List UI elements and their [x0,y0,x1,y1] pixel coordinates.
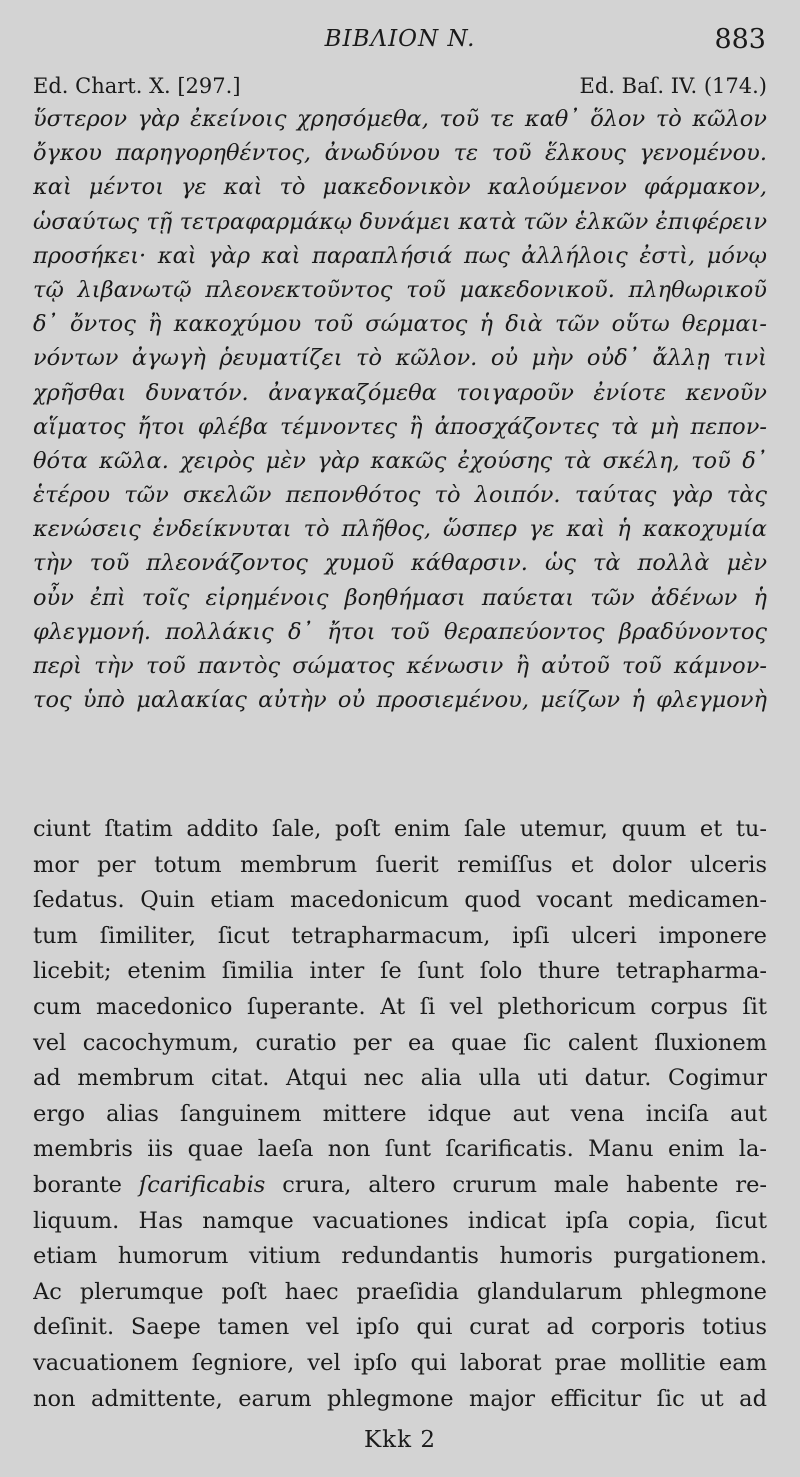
latin-text-block [33,812,767,1417]
greek-text-line: νόντων ἀγωγὴ ῥευματίζει τὸ κῶλον. οὐ μὴν οὐδ᾽ ἄλλῃ τινὶ [33,345,767,372]
latin-text-line: ſedatus. Quin etiam macedonicum quod vocant medicamen- [33,887,767,914]
latin-text-line [33,1168,767,1204]
latin-text-line: etiam humorum vitium redundantis humoris purgationem. [33,1243,767,1270]
printer-signature: Kkk 2 [363,1427,436,1453]
latin-text-line: cum macedonico ſuperante. At ſi vel plethoricum corpus ſit [33,993,767,1020]
greek-text-line: ἑτέρου τῶν σκελῶν πεπονθότος τὸ λοιπόν. ταύτας γὰρ τὰς [33,482,767,509]
greek-text-line: τῷ λιβανωτῷ πλεονεκτοῦντος τοῦ μακεδονικοῦ. πληθωρικοῦ [33,276,767,303]
edition-reference-basel: Ed. Baſ. IV. (174.) [579,74,767,98]
latin-text-line: ad membrum citat. Atqui nec alia ulla uti datur. Cogimur [33,1065,767,1092]
greek-text-line: οὖν ἐπὶ τοῖς εἰρημένοις βοηθήμασι παύεται τῶν ἀδένων ἡ [33,584,767,611]
latin-text-line: vel cacochymum, curatio per ea quae ſic calent ſluxionem [33,1029,767,1056]
greek-text-line: χρῆσθαι δυνατόν. ἀναγκαζόμεθα τοιγαροῦν ἐνίοτε κενοῦν [33,379,767,406]
latin-text-line: ciunt ſtatim addito ſale, poſt enim ſale utemur, quum et tu- [33,816,767,842]
latin-text-line: licebit; etenim ſimilia inter ſe ſunt ſolo thure tetrapharma- [33,958,767,985]
greek-text-line: καὶ μέντοι γε καὶ τὸ μακεδονικὸν καλούμενον φάρμακον, [33,174,767,201]
latin-text-line: liquum. Has namque vacuationes indicat ipſa copia, ſicut [33,1207,767,1234]
latin-text-line: deſinit. Saepe tamen vel ipſo qui curat ad corporis totius [33,1314,767,1341]
latin-text-line: mor per totum membrum ſuerit remiſſus et dolor ulceris [33,851,767,878]
latin-text-line: ergo alias ſanguinem mittere idque aut vena inciſa aut [33,1100,767,1127]
greek-text-line: δ᾽ ὄντος ἢ κακοχύμου τοῦ σώματος ἡ διὰ τῶν οὕτω θερμαι- [33,311,767,338]
latin-text-segment: crura, altero crurum male habente re- [265,1171,767,1198]
greek-text-line: περὶ τὴν τοῦ παντὸς σώματος κένωσιν ἢ αὐτοῦ τοῦ κάμνον- [33,653,767,679]
latin-text-line: tum ſimiliter, ſicut tetrapharmacum, ipſi ulceri imponere [33,922,767,949]
greek-text-line: αἵματος ἤτοι φλέβα τέμνοντες ἢ ἀποσχάζοντες τὰ μὴ πεπον- [33,413,767,440]
greek-text-line: φλεγμονή. πολλάκις δ᾽ ἤτοι τοῦ θεραπεύοντος βραδύνοντος [33,618,767,645]
greek-text-line: ὕστερον γὰρ ἐκείνοις χρησόμεθα, τοῦ τε καθ᾽ ὅλον τὸ κῶλον [33,106,767,132]
latin-text-line: vacuationem ſegniore, vel ipſo qui laborat prae mollitie eam [33,1349,767,1376]
greek-text-line: τὴν τοῦ πλεονάζοντος χυμοῦ κάθαρσιν. ὡς τὰ πολλὰ μὲν [33,550,767,577]
latin-italic-word: ſcarificabis [138,1171,266,1198]
greek-text-line: προσήκει· καὶ γὰρ καὶ παραπλήσιά πως ἀλλήλοις ἐστὶ, μόνῳ [33,242,767,269]
latin-text-segment: borante [33,1171,139,1198]
greek-text-line: ὡσαύτως τῇ τετραφαρμάκῳ δυνάμει κατὰ τῶν ἑλκῶν ἐπιφέρειν [33,208,767,235]
greek-text-line: θότα κῶλα. χειρὸς μὲν γὰρ κακῶς ἐχούσης τὰ σκέλη, τοῦ δ᾽ [33,447,767,474]
greek-text-line: ὄγκου παρηγορηθέντος, ἀνωδύνου τε τοῦ ἕλκους γενομένου. [33,140,767,167]
page-number: 883 [714,24,766,55]
latin-text-line: membris iis quae laeſa non ſunt ſcarificatis. Manu enim la- [33,1136,767,1163]
greek-text-block [33,102,767,717]
edition-reference-chartier: Ed. Chart. X. [297.] [33,74,241,98]
greek-text-line: τος ὑπὸ μαλακίας αὐτὴν οὐ προσιεμένου, μείζων ἡ φλεγμονὴ [33,687,767,714]
latin-text-line: Ac plerumque poſt haec praeſidia glandularum phlegmone [33,1278,767,1305]
greek-text-line: κενώσεις ἐνδείκνυται τὸ πλῆθος, ὥσπερ γε καὶ ἡ κακοχυμία [33,516,767,543]
latin-text-line: non admittente, earum phlegmone major efficitur ſic ut ad [33,1385,767,1412]
running-title: BIBΛION N. [324,26,476,52]
